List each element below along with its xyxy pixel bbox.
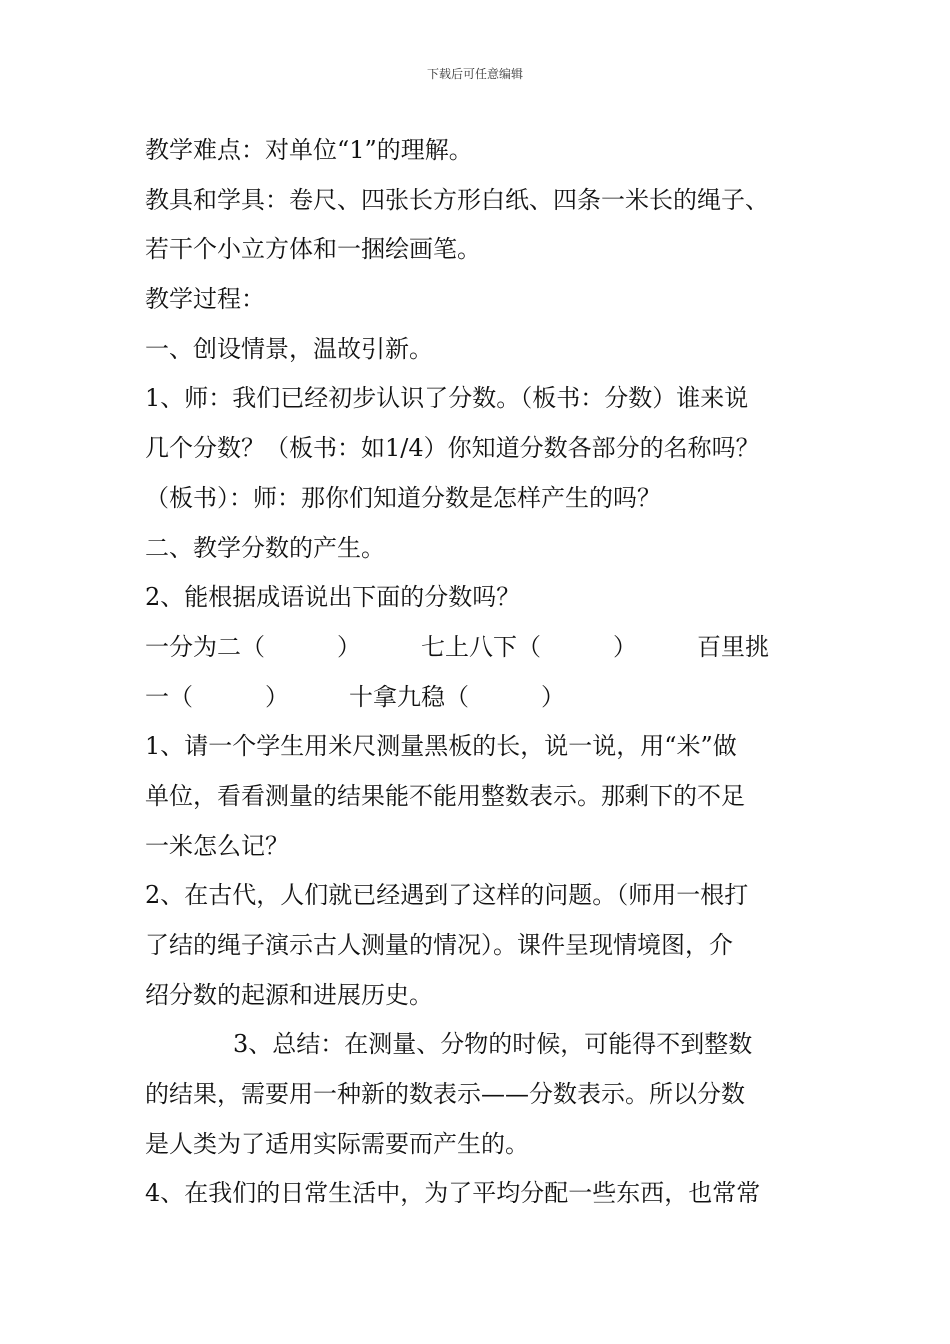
text-line: 单位，看看测量的结果能不能用整数表示。那剩下的不足	[145, 781, 745, 810]
section-heading: 一、创设情景，温故引新。	[145, 334, 433, 363]
text-line: 教具和学具：卷尺、四张长方形白纸、四条一米长的绳子、	[145, 185, 769, 214]
text-line: 几个分数？（板书：如1/4）你知道分数各部分的名称吗？	[145, 434, 760, 463]
page-header: 下载后可任意编辑	[426, 67, 523, 81]
text-line: 一米怎么记？	[145, 831, 289, 860]
text-line: 教学过程：	[145, 285, 265, 314]
text-line: 2、能根据成语说出下面的分数吗？	[145, 583, 521, 612]
text-line: 4、在我们的日常生活中，为了平均分配一些东西，也常常	[145, 1179, 761, 1208]
text-line: 了结的绳子演示古人测量的情况）。课件呈现情境图，介	[145, 931, 733, 959]
text-line: 3、总结：在测量、分物的时候，可能得不到整数	[233, 1030, 753, 1059]
text-line: 2、在古代，人们就已经遇到了这样的问题。（师用一根打	[145, 881, 749, 910]
section-heading: 二、教学分数的产生。	[145, 533, 385, 562]
text-line: 的结果，需要用一种新的数表示——分数表示。所以分数	[145, 1080, 745, 1109]
text-line: 1、请一个学生用米尺测量黑板的长，说一说，用“米”做	[145, 732, 737, 761]
text-line: 绍分数的起源和进展历史。	[145, 980, 433, 1009]
text-line: 1、师：我们已经初步认识了分数。（板书：分数）谁来说	[145, 384, 749, 413]
text-line: 教学难点：对单位“1”的理解。	[145, 136, 473, 164]
document-body	[145, 126, 815, 1219]
text-line: 是人类为了适用实际需要而产生的。	[145, 1129, 529, 1158]
text-line: 一（ ） 十拿九稳（ ）	[145, 682, 565, 711]
text-line: 一分为二（ ） 七上八下（ ） 百里挑	[145, 632, 769, 661]
text-line: 若干个小立方体和一捆绘画笔。	[145, 235, 481, 264]
text-line: （板书）：师：那你们知道分数是怎样产生的吗？	[145, 483, 661, 512]
